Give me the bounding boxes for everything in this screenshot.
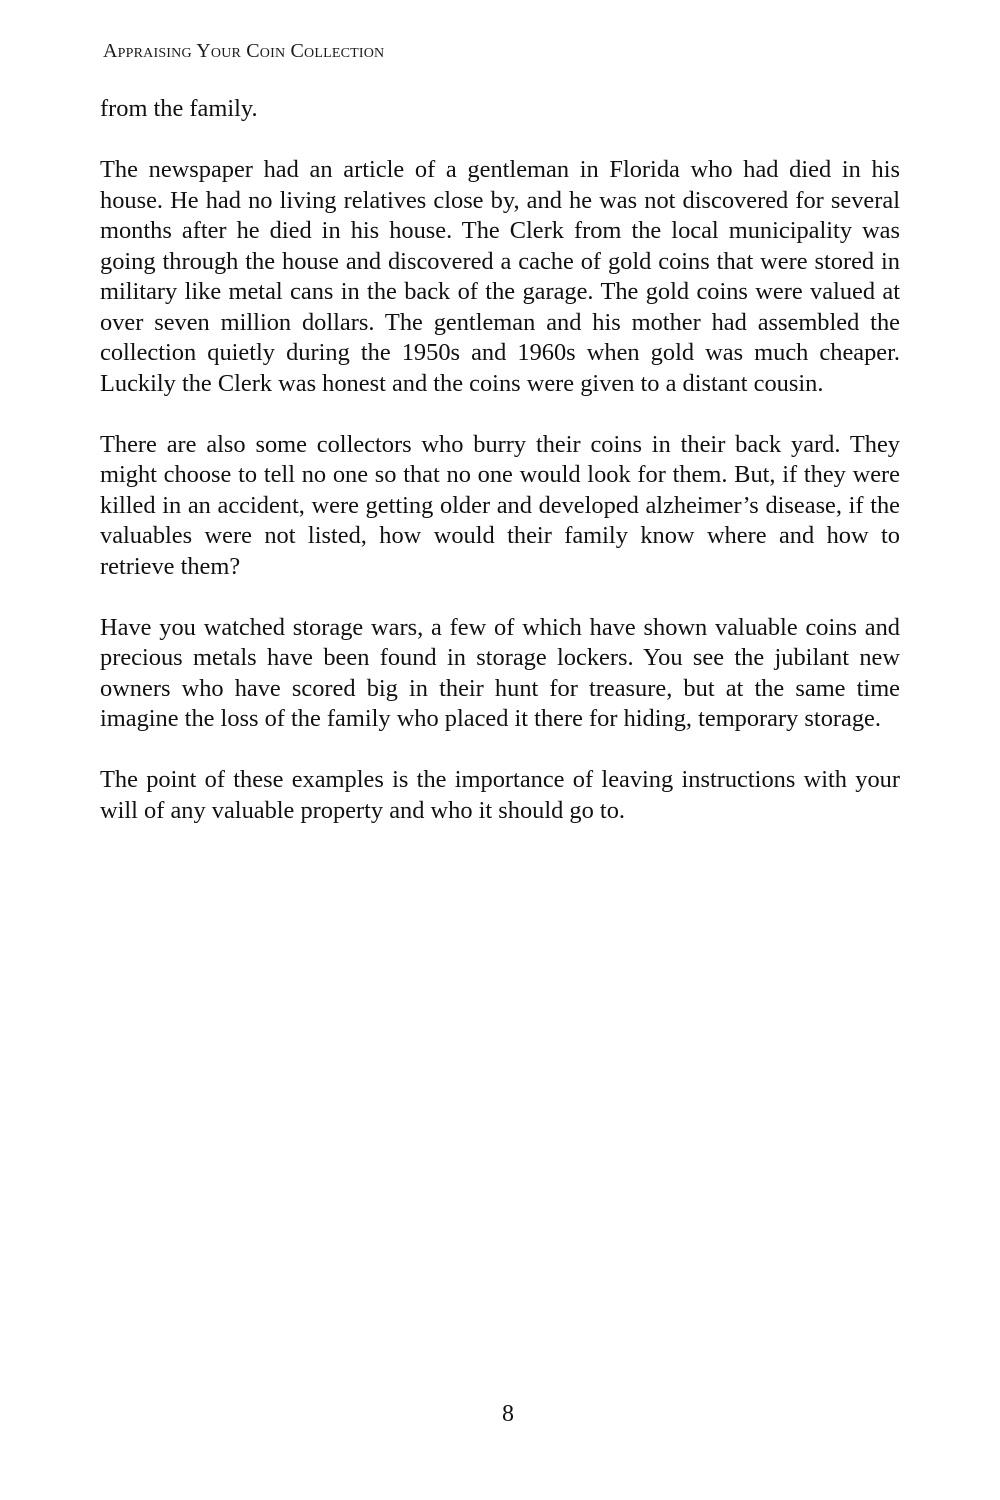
paragraph-florida-story: The newspaper had an article of a gentleman in Florida who had died in his house. He had no living relatives close by, and he was not discovered for several months after he died in his house. The Clerk from the local municipality was going through the house and discovered a cache of gold coins that were stored in military like metal cans in the back of the garage. The gold coins were valued at over seven million dollars. The gentleman and his mother had assembled the collection quietly during the 1950s and 1960s when gold was much cheaper. Luckily the Clerk was honest and the coins were given to a distant cousin.	[100, 156, 900, 397]
paragraph-continuation: from the family.	[100, 95, 258, 122]
body-text	[100, 94, 900, 857]
page-number: 8	[502, 1401, 514, 1427]
paragraph-buried-coins: There are also some collectors who burry their coins in their back yard. They might choose to tell no one so that no one would look for them. But, if they were killed in an accident, were getting older and developed alzheimer’s disease, if the valuables were not listed, how would their family know where and how to retrieve them?	[100, 430, 900, 580]
running-header-title: Appraising Your Coin Collection	[103, 40, 385, 62]
paragraph-conclusion: The point of these examples is the importance of leaving instructions with your will of any valuable property and who it should go to.	[100, 766, 900, 824]
paragraph-storage-wars: Have you watched storage wars, a few of which have shown valuable coins and precious metals have been found in storage lockers. You see the jubilant new owners who have scored big in their hunt for treasure, but at the same time imagine the loss of the family who placed it there for hiding, temporary storage.	[100, 613, 900, 732]
